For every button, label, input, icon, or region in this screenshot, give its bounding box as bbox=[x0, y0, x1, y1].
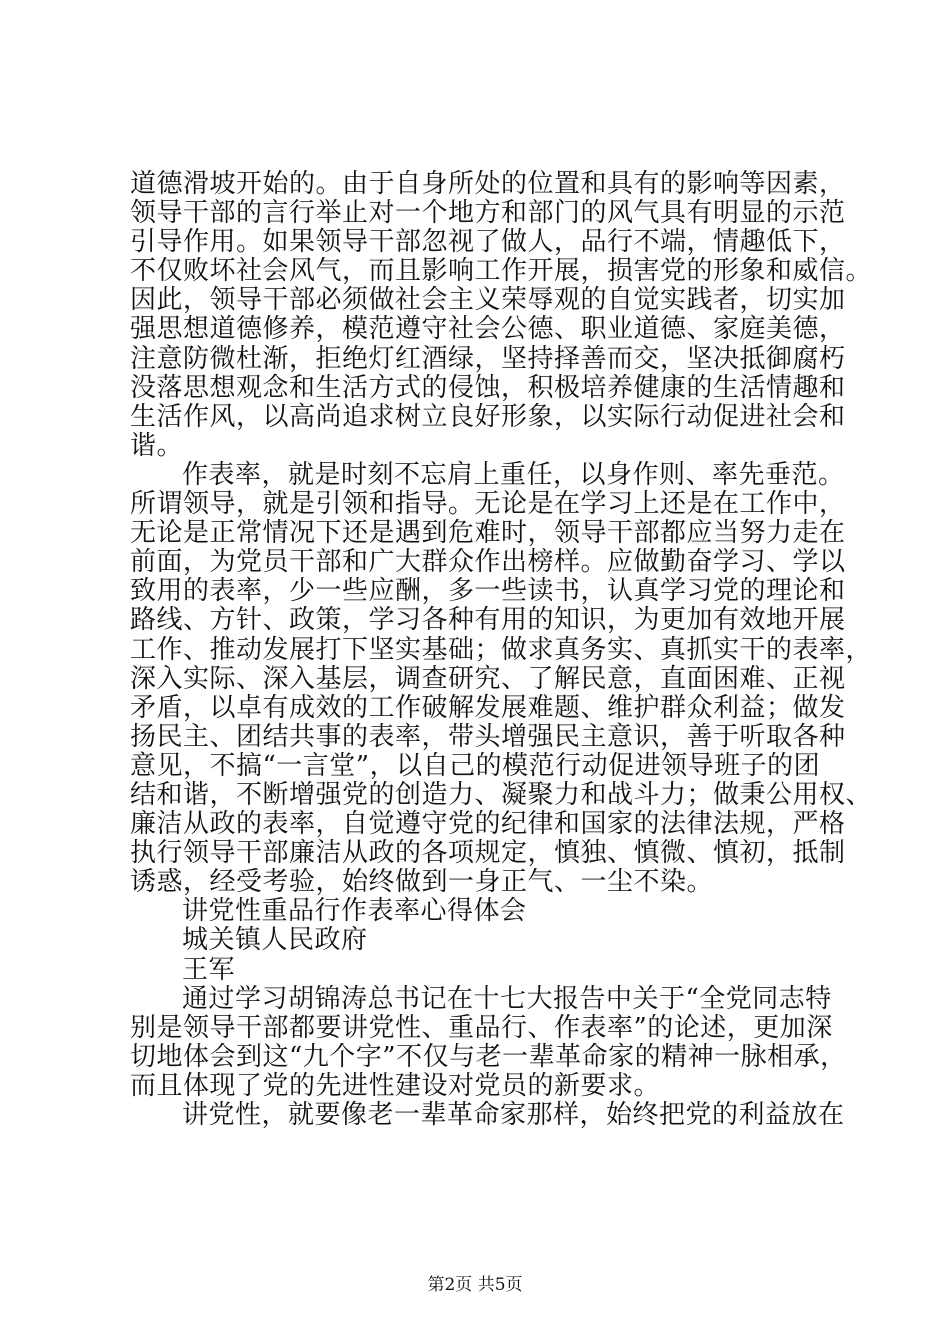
text-line: 诱惑，经受考验，始终做到一身正气、一尘不染。 bbox=[130, 867, 714, 898]
text-line: 别是领导干部都要讲党性、重品行、作表率”的论述，更加深 bbox=[130, 1012, 833, 1043]
text-line: 通过学习胡锦涛总书记在十七大报告中关于“全党同志特 bbox=[182, 983, 832, 1014]
text-line: 路线、方针、政策，学习各种有用的知识，为更加有效地开展 bbox=[130, 605, 846, 636]
text-line: 矛盾，以卓有成效的工作破解发展难题、维护群众利益；做发 bbox=[130, 692, 846, 723]
text-line: 无论是正常情况下还是遇到危难时，领导干部都应当努力走在 bbox=[130, 518, 846, 549]
text-line: 谐。 bbox=[130, 430, 184, 461]
text-line: 注意防微杜渐，拒绝灯红酒绿，坚持择善而交，坚决抵御腐朽 bbox=[130, 343, 846, 374]
text-line: 前面，为党员干部和广大群众作出榜样。应做勤奋学习、学以 bbox=[130, 547, 846, 578]
text-line: 讲党性重品行作表率心得体会 bbox=[182, 896, 527, 927]
text-line: 城关镇人民政府 bbox=[182, 925, 368, 956]
text-line: 强思想道德修养，模范遵守社会公德、职业道德、家庭美德， bbox=[130, 314, 846, 345]
text-line: 深入实际、深入基层，调查研究、了解民意，直面困难、正视 bbox=[130, 663, 846, 694]
text-line: 因此，领导干部必须做社会主义荣辱观的自觉实践者，切实加 bbox=[130, 285, 846, 316]
text-line: 引导作用。如果领导干部忽视了做人，品行不端，情趣低下， bbox=[130, 227, 846, 258]
text-line: 切地体会到这“九个字”不仅与老一辈革命家的精神一脉相承， bbox=[130, 1041, 847, 1072]
text-line: 致用的表率，少一些应酬，多一些读书，认真学习党的理论和 bbox=[130, 576, 846, 607]
text-line: 所谓领导，就是引领和指导。无论是在学习上还是在工作中， bbox=[130, 489, 846, 520]
text-line: 道德滑坡开始的。由于自身所处的位置和具有的影响等因素， bbox=[130, 169, 846, 199]
text-line: 工作、推动发展打下坚实基础；做求真务实、真抓实干的表率， bbox=[130, 634, 873, 665]
text-line: 讲党性，就要像老一辈革命家那样，始终把党的利益放在 bbox=[182, 1100, 845, 1130]
text-line: 生活作风，以高尚追求树立良好形象，以实际行动促进社会和 bbox=[130, 401, 846, 432]
text-line: 意见，不搞“一言堂”，以自己的模范行动促进领导班子的团 bbox=[130, 750, 821, 781]
text-line: 王军 bbox=[182, 954, 236, 985]
text-line: 扬民主、团结共事的表率，带头增强民主意识，善于听取各种 bbox=[130, 721, 846, 752]
text-line: 不仅败坏社会风气，而且影响工作开展，损害党的形象和威信。 bbox=[130, 256, 873, 287]
text-line: 作表率，就是时刻不忘肩上重任，以身作则、率先垂范。 bbox=[182, 459, 845, 490]
text-line: 执行领导干部廉洁从政的各项规定，慎独、慎微、慎初，抵制 bbox=[130, 838, 846, 869]
text-line: 领导干部的言行举止对一个地方和部门的风气具有明显的示范 bbox=[130, 198, 846, 229]
document-body bbox=[130, 169, 873, 1130]
text-line: 没落思想观念和生活方式的侵蚀，积极培养健康的生活情趣和 bbox=[130, 372, 846, 403]
text-line: 廉洁从政的表率，自觉遵守党的纪律和国家的法律法规，严格 bbox=[130, 809, 846, 840]
text-line: 结和谐，不断增强党的创造力、凝聚力和战斗力；做秉公用权、 bbox=[130, 779, 873, 810]
text-line: 而且体现了党的先进性建设对党员的新要求。 bbox=[130, 1070, 661, 1101]
page-footer: 第2页 共5页 bbox=[427, 1275, 523, 1295]
